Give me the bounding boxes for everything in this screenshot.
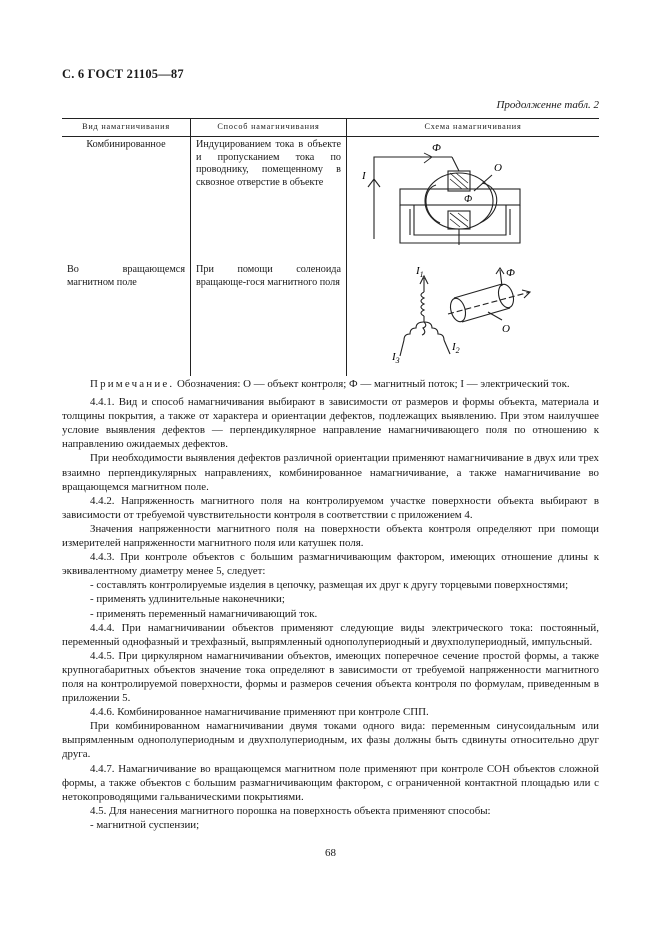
paragraph: Значения напряженности магнитного поля на поверхности объекта контроля определяют при помощи измерителей напряженности магнитного поля или катушек поля. xyxy=(62,522,599,550)
paragraph: 4.5. Для нанесения магнитного порошка на поверхность объекта применяют способы: xyxy=(90,804,491,817)
note-label: Примечание. xyxy=(90,378,175,390)
paragraph: 4.4.2. Напряженность магнитного поля на контролируемом участке поверхности объекта выбирают в зависимости от требуемой чувствительности контроля в соответствии с приложением 4. xyxy=(62,494,599,521)
combined-magnetization-diagram xyxy=(352,139,602,257)
paragraph: 4.4.4. При намагничивании объектов применяют следующие виды электрического тока: постоянный, переменный однофазный и трехфазный, выпрямленный однополупериодный и двухполупериодный, импульсный. xyxy=(62,621,599,648)
paragraph: - применять удлинительные наконечники; xyxy=(90,593,285,606)
diagram-label-phi: Ф xyxy=(506,267,515,279)
cell-method: Индуцированием тока в объекте и пропусканием тока по проводнику, помещенному в сквозное отверстие в объекте xyxy=(191,137,347,263)
column-header-type: Вид намагничивания xyxy=(62,119,191,137)
magnetization-table xyxy=(62,118,599,376)
paragraph: - магнитной суспензии; xyxy=(90,818,200,831)
cell-type: Во вращающемся магнитном поле xyxy=(67,264,185,288)
paragraph: 4.4.3. При контроле объектов с большим размагничивающим фактором, имеющих отношение длины к эквивалентному диаметру менее 5, следует: xyxy=(62,551,599,578)
diagram-label-current-2: $I_2$ xyxy=(452,341,460,355)
paragraph: При комбинированном намагничивании двумя токами одного вида: переменным синусоидальным или выпрямленным однополупериодным и двухполупериодным, их фазы должны быть сдвинуты относительно друг друга. xyxy=(62,720,599,761)
page-header: С. 6 ГОСТ 21105—87 xyxy=(62,67,184,81)
paragraph: - применять переменный намагничивающий ток. xyxy=(90,607,318,620)
table-row xyxy=(62,137,599,263)
cell-scheme xyxy=(347,137,600,263)
cell-scheme xyxy=(347,262,600,376)
table-note xyxy=(62,377,599,391)
note-text: Обозначения: О — объект контроля; Ф — магнитный поток; I — электрический ток. xyxy=(174,378,570,390)
paragraph: 4.4.1. Вид и способ намагничивания выбирают в зависимости от размеров и формы объекта, материала и толщины покрытия, а также от характера и ориентации дефектов, подлежащих выявлению. При этом наилучшее условие выявления дефектов — перпендикулярное направление намагничивающего поля по отношению к направлению ожидаемых дефектов. xyxy=(62,396,599,451)
paragraph: 4.4.5. При циркулярном намагничивании объектов, имеющих поперечное сечение простой формы, а также крупногабаритных объектов значение тока определяют в зависимости от требуемой напряженности магнитного поля на контролируемой поверхности, формы и размеров сечения объекта контроля по формулам, приведенным в приложении 5. xyxy=(62,649,599,705)
paragraph: - составлять контролируемые изделия в цепочку, размещая их друг к другу торцевыми поверхностями; xyxy=(90,579,569,592)
diagram-label-current-3: $I_3$ xyxy=(392,351,400,365)
cell-type: Комбинированное xyxy=(86,139,166,150)
body-text xyxy=(62,377,599,832)
column-header-scheme: Схема намагничивания xyxy=(347,119,600,137)
diagram-label-object: О xyxy=(502,323,510,335)
paragraph: 4.4.7. Намагничивание во вращающемся магнитном поле применяют при контроле СОН объектов сложной формы, а также объектов с большим размагничивающим фактором, с ограниченной контактной площадью или с нетокопроводящими гальваническими покрытиями. xyxy=(62,762,599,803)
diagram-label-current: I xyxy=(362,170,366,182)
paragraph: 4.4.6. Комбинированное намагничивание применяют при контроле СПП. xyxy=(90,706,429,719)
table-header-row xyxy=(62,119,599,137)
paragraph: При необходимости выявления дефектов различной ориентации применяют намагничивание в двух или трех взаимно перпендикулярных направлениях, комбинированное намагничивание, а также намагничивание во вращающемся магнитном поле. xyxy=(62,452,599,493)
diagram-label-current-1: $I_1$ xyxy=(416,265,424,279)
table-continuation-label: Продолженне табл. 2 xyxy=(496,99,599,111)
diagram-label-phi-mid: Ф xyxy=(464,194,473,205)
page-number: 68 xyxy=(325,847,336,859)
diagram-label-object: О xyxy=(494,162,502,174)
diagram-label-phi-top: Ф xyxy=(432,142,441,154)
paragraph-list xyxy=(62,395,599,832)
table-row xyxy=(62,262,599,376)
rotating-field-diagram xyxy=(352,264,602,370)
cell-method: При помощи соленоида вращающе-гося магнитного поля xyxy=(191,262,347,376)
column-header-method: Способ намагничивания xyxy=(191,119,347,137)
